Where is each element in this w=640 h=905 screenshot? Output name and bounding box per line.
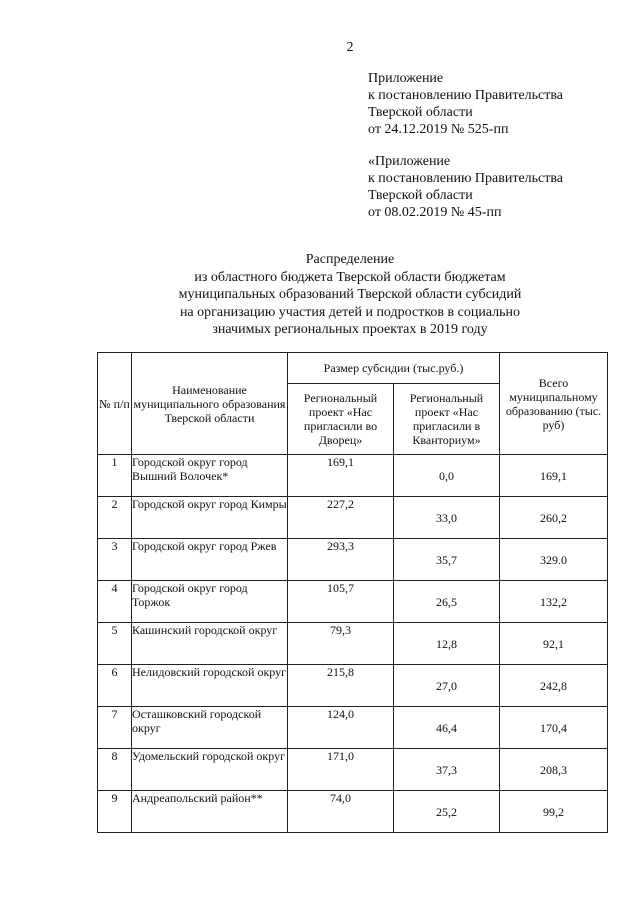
row-value-dvorets: 169,1: [288, 455, 394, 497]
table-row: [98, 581, 608, 623]
row-municipality-name: Андреапольский район**: [132, 791, 288, 833]
title-line: значимых региональных проектах в 2019 году: [212, 322, 488, 338]
appendix-line: Приложение: [368, 71, 444, 86]
table-row: [98, 707, 608, 749]
row-number: 4: [98, 581, 132, 623]
title-line: на организацию участия детей и подростков в социально: [179, 304, 521, 320]
row-municipality-name: Городской округ город Вышний Волочек*: [132, 455, 288, 497]
appendix-line: от 08.02.2019 № 45-пп: [368, 205, 502, 220]
row-value-dvorets: 215,8: [288, 665, 394, 707]
row-value-kvantorium: 46,4: [394, 707, 500, 749]
row-value-total: 329.0: [500, 539, 608, 581]
subsidy-table: [97, 352, 608, 833]
header-name: Наименование муниципального образования Тверской области: [132, 353, 288, 455]
row-value-dvorets: 124,0: [288, 707, 394, 749]
row-number: 3: [98, 539, 132, 581]
row-municipality-name: Городской округ город Кимры: [132, 497, 288, 539]
appendix-line: от 24.12.2019 № 525-пп: [368, 122, 509, 137]
row-municipality-name: Нелидовский городской округ: [132, 665, 288, 707]
row-value-kvantorium: 27,0: [394, 665, 500, 707]
row-value-dvorets: 171,0: [288, 749, 394, 791]
row-number: 2: [98, 497, 132, 539]
row-municipality-name: Удомельский городской округ: [132, 749, 288, 791]
title-line: из областного бюджета Тверской области бюджетам: [194, 269, 506, 285]
row-municipality-name: Кашинский городской округ: [132, 623, 288, 665]
row-value-total: 208,3: [500, 749, 608, 791]
row-municipality-name: Городской округ город Торжок: [132, 581, 288, 623]
table-row: [98, 497, 608, 539]
table-row: [98, 455, 608, 497]
appendix-header-original: [368, 153, 563, 221]
row-value-kvantorium: 25,2: [394, 791, 500, 833]
row-value-dvorets: 105,7: [288, 581, 394, 623]
row-value-kvantorium: 33,0: [394, 497, 500, 539]
row-value-total: 260,2: [500, 497, 608, 539]
row-municipality-name: Осташковский городской округ: [132, 707, 288, 749]
row-value-total: 132,2: [500, 581, 608, 623]
page-number: 2: [346, 40, 354, 55]
header-subsidy-group: Размер субсидии (тыс.руб.): [288, 353, 500, 384]
row-value-total: 242,8: [500, 665, 608, 707]
table-row: [98, 791, 608, 833]
appendix-line: «Приложение: [368, 154, 451, 169]
row-value-kvantorium: 12,8: [394, 623, 500, 665]
row-number: 1: [98, 455, 132, 497]
appendix-line: Тверской области: [368, 105, 473, 120]
appendix-header-current: [368, 70, 563, 138]
row-number: 8: [98, 749, 132, 791]
row-value-total: 99,2: [500, 791, 608, 833]
appendix-line: к постановлению Правительства: [368, 171, 564, 186]
row-value-dvorets: 79,3: [288, 623, 394, 665]
appendix-line: Тверской области: [368, 188, 473, 203]
header-project-kvantorium: Региональный проект «Нас пригласили в Кванториум»: [394, 384, 500, 455]
row-value-kvantorium: 35,7: [394, 539, 500, 581]
row-value-total: 92,1: [500, 623, 608, 665]
header-total: Всего муниципальному образованию (тыс. руб): [500, 353, 608, 455]
table-row: [98, 749, 608, 791]
row-value-dvorets: 293,3: [288, 539, 394, 581]
table-row: [98, 665, 608, 707]
table-row: [98, 623, 608, 665]
row-number: 7: [98, 707, 132, 749]
row-number: 5: [98, 623, 132, 665]
row-value-kvantorium: 26,5: [394, 581, 500, 623]
row-municipality-name: Городской округ город Ржев: [132, 539, 288, 581]
header-project-dvorets: Региональный проект «Нас пригласили во Дворец»: [288, 384, 394, 455]
row-number: 9: [98, 791, 132, 833]
row-value-dvorets: 74,0: [288, 791, 394, 833]
row-value-total: 170,4: [500, 707, 608, 749]
table-header-row: [98, 353, 608, 384]
table-row: [98, 539, 608, 581]
table-body: [98, 455, 608, 833]
row-value-kvantorium: 37,3: [394, 749, 500, 791]
appendix-line: к постановлению Правительства: [368, 88, 564, 103]
row-value-dvorets: 227,2: [288, 497, 394, 539]
header-num: № п/п: [98, 353, 132, 455]
row-value-kvantorium: 0,0: [394, 455, 500, 497]
row-number: 6: [98, 665, 132, 707]
document-title: [0, 251, 640, 339]
title-line: муниципальных образований Тверской области субсидий: [178, 287, 522, 303]
title-line: Распределение: [305, 252, 395, 267]
row-value-total: 169,1: [500, 455, 608, 497]
